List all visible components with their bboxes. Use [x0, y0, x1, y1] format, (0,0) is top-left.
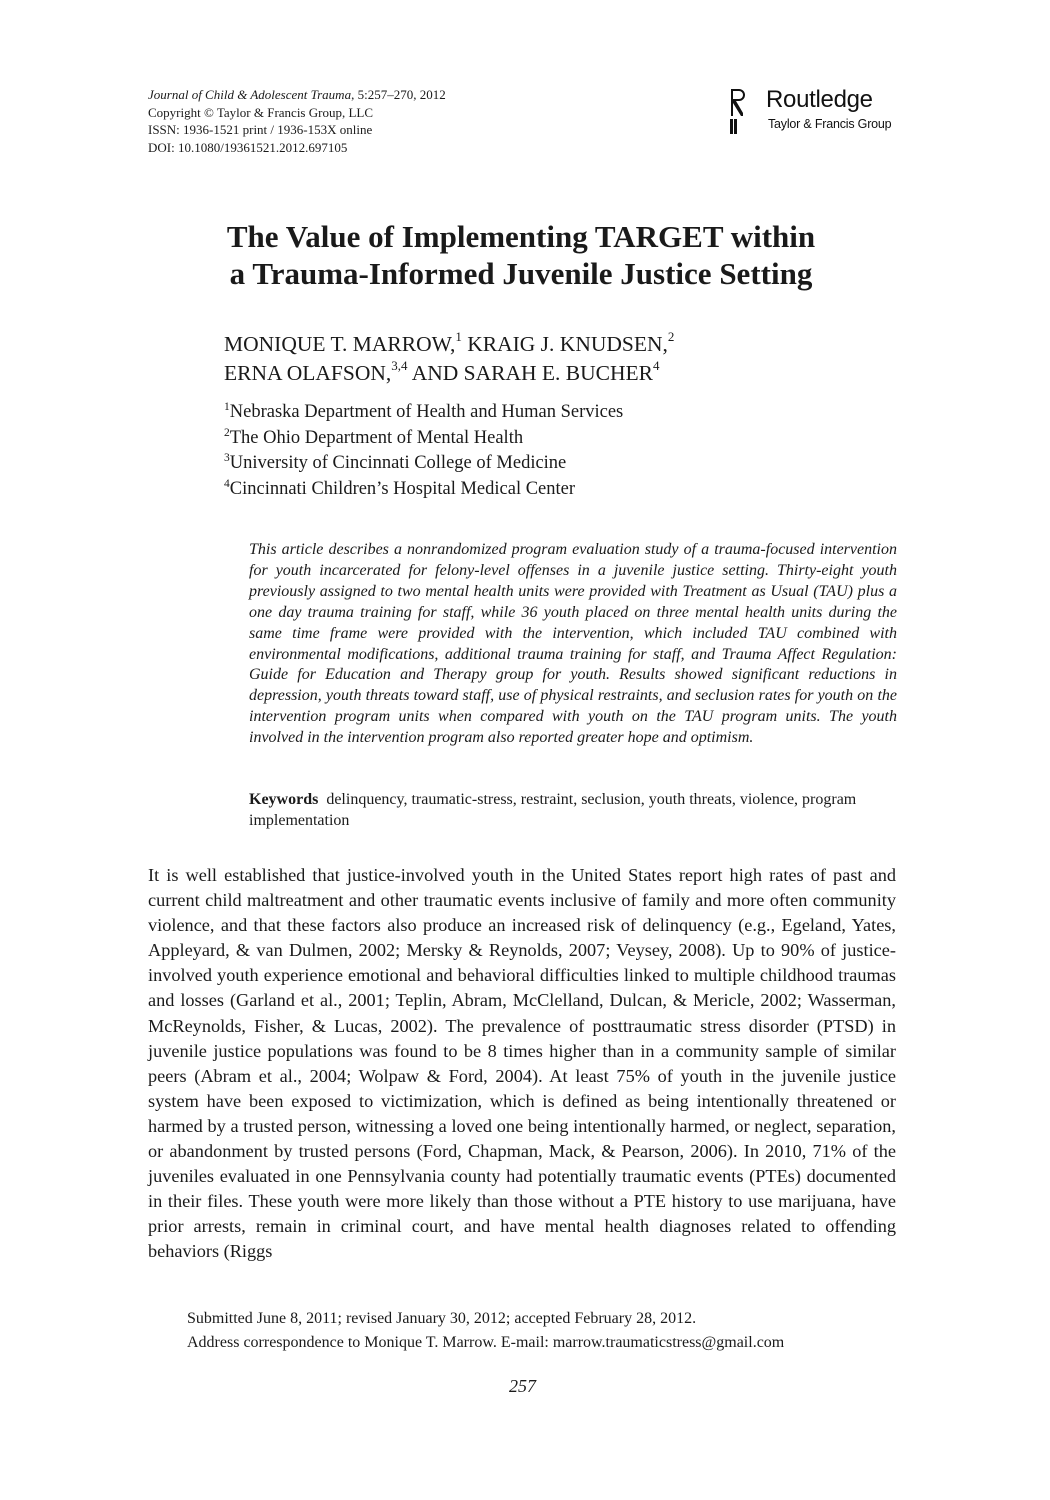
issn-line: ISSN: 1936-1521 print / 1936-153X online: [148, 122, 373, 137]
author-affiliation-marker: 4: [653, 357, 660, 373]
author-name: ERNA OLAFSON,: [224, 361, 392, 385]
keywords-label: Keywords: [249, 791, 319, 808]
author-list: [224, 330, 864, 388]
author-name: KRAIG J. KNUDSEN,: [467, 332, 668, 356]
routledge-logo-icon: [728, 86, 750, 136]
author-name: SARAH E. BUCHER: [463, 361, 654, 385]
affiliation-item: [224, 400, 623, 426]
affiliation-text: Cincinnati Children’s Hospital Medical Center: [229, 478, 576, 499]
affiliation-marker: 4: [224, 477, 230, 490]
page-number: 257: [509, 1376, 536, 1396]
affiliation-text: Nebraska Department of Health and Human Services: [229, 402, 624, 422]
copyright-line: Copyright © Taylor & Francis Group, LLC: [148, 104, 374, 120]
affiliation-marker: 2: [224, 426, 230, 439]
journal-metadata: [148, 86, 446, 156]
affiliation-text: University of Cincinnati College of Medicine: [229, 453, 567, 473]
title-line-1: The Value of Implementing TARGET within: [226, 219, 816, 254]
journal-volume-pages: , 5:257–270, 2012: [351, 87, 446, 102]
affiliation-text: The Ohio Department of Mental Health: [229, 427, 524, 448]
author-line-2: [224, 359, 864, 388]
affiliation-item: [224, 426, 623, 452]
author-line-1: [224, 330, 864, 359]
journal-citation: [148, 86, 446, 104]
publisher-name: Routledge: [766, 86, 873, 113]
author-name: MONIQUE T. MARROW,: [224, 332, 456, 356]
footnotes: [187, 1307, 784, 1355]
submission-dates: Submitted June 8, 2011; revised January 30, 2012; accepted February 28, 2012.: [187, 1310, 697, 1327]
article-title: [148, 218, 894, 292]
correspondence-address: Address correspondence to Monique T. Marrow. E-mail: marrow.traumaticstress@gmail.com: [187, 1334, 785, 1351]
author-conjunction: AND: [411, 361, 459, 385]
body-paragraph: It is well established that justice-involved youth in the United States report high rates of past and current child maltreatment and other traumatic events inclusive of family and more often community violence, and that these factors also produce an increased risk of delinquency (e.g., Egeland, Yates, Appleyard, & van Dulmen, 2002; Mersky & Reynolds, 2007; Veysey, 2008). Up to 90% of justice-involved youth experience emotional and behavioral difficulties linked to multiple childhood traumas and losses (Garland et al., 2001; Teplin, Abram, McClelland, Dulcan, & Mericle, 2002; Wasserman, McReynolds, Fisher, & Lucas, 2002). The prevalence of posttraumatic stress disorder (PTSD) in juvenile justice populations was found to be 8 times higher than in a community sample of similar peers (Abram et al., 2004; Wolpaw & Ford, 2004). At least 75% of youth in the juvenile justice system have been exposed to victimization, which is defined as being intentionally threatened or harmed by a trusted person, witnessing a loved one being intentionally harmed, or neglect, separation, or abandonment by trusted persons (Ford, Chapman, Mack, & Pearson, 2006). In 2010, 71% of the juveniles evaluated in one Pennsylvania county had potentially traumatic events (PTEs) documented in their files. These youth were more likely than those without a PTE history to use marijuana, have prior arrests, remain in criminal court, and have mental health diagnoses related to offending behaviors (Riggs: [148, 865, 896, 1262]
affiliation-marker: 1: [224, 400, 230, 413]
affiliation-marker: 3: [224, 451, 230, 464]
author-affiliation-marker: 2: [667, 328, 675, 344]
affiliation-item: [224, 477, 623, 503]
affiliation-list: [224, 400, 623, 502]
doi-line: DOI: 10.1080/19361521.2012.697105: [148, 139, 348, 155]
title-line-2: a Trauma-Informed Juvenile Justice Setting: [229, 256, 813, 291]
abstract: This article describes a nonrandomized program evaluation study of a trauma-focused intervention for youth incarcerated for felony-level offenses in a juvenile justice setting. Thirty-eight youth previously assigned to two mental health units were provided with Treatment as Usual (TAU) plus a one day trauma training for staff, while 36 youth placed on three mental health units during the same time frame were provided with the intervention, which included TAU combined with environmental modifications, additional trauma training for staff, and Trauma Affect Regulation: Guide for Education and Therapy group for youth. Results showed significant reductions in depression, youth threats toward staff, use of physical restraints, and seclusion rates for youth on the intervention program units when compared with youth on the TAU program units. The youth involved in the intervention program also reported greater hope and optimism.: [249, 541, 897, 747]
keywords-text: delinquency, traumatic-stress, restraint, seclusion, youth threats, violence, program implementation: [249, 791, 857, 829]
publisher-group: Taylor & Francis Group: [768, 117, 892, 131]
author-affiliation-marker: 3,4: [391, 357, 408, 373]
author-affiliation-marker: 1: [455, 328, 462, 344]
keywords: [249, 789, 897, 831]
publisher-logo: [720, 84, 910, 140]
affiliation-item: [224, 451, 623, 477]
journal-title: Journal of Child & Adolescent Trauma: [148, 87, 352, 102]
